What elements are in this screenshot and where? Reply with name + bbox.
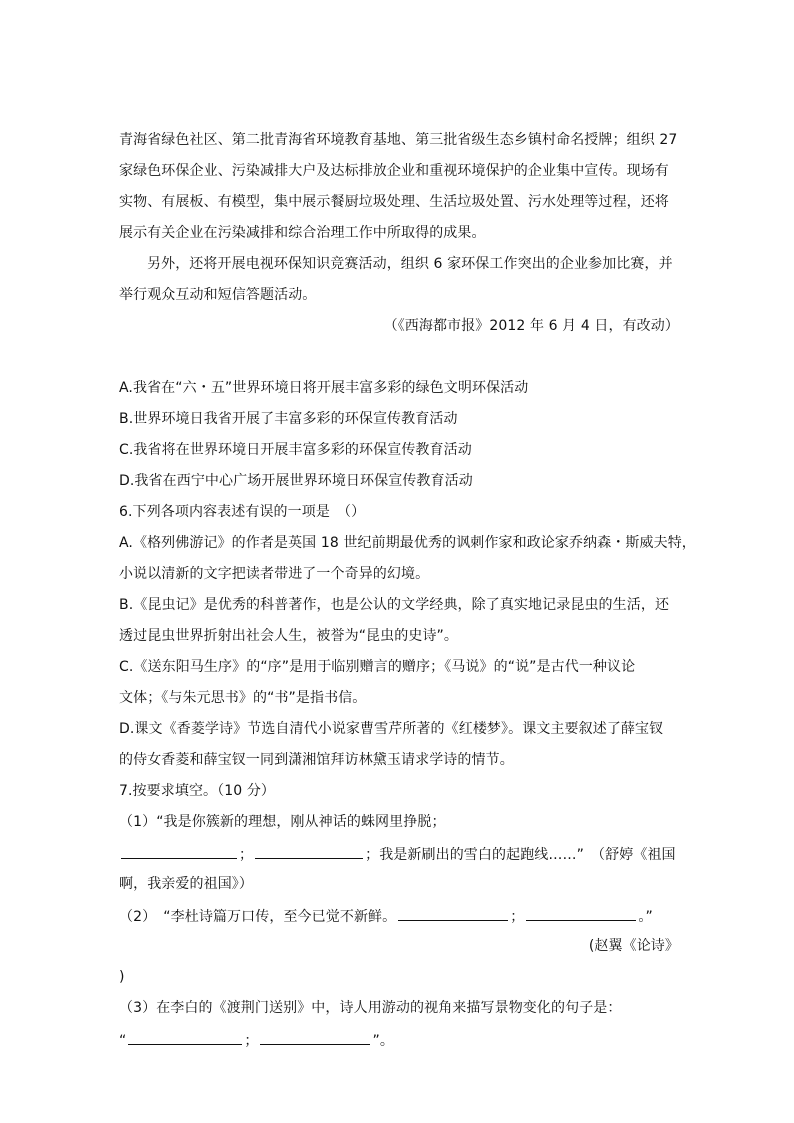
q5-option-a: A.我省在“六・五”世界环境日将开展丰富多彩的绿色文明环保活动 (119, 380, 529, 396)
q6-option-b-line-1: B.《昆虫记》是优秀的科普著作，也是公认的文学经典，除了真实地记录昆虫的生活，还 (119, 597, 670, 613)
q7-part-3-line-2 (119, 1029, 679, 1051)
q7-stem: 7.按要求填空。（10 分） (119, 783, 276, 799)
q6-option-a-line-1: A.《格列佛游记》的作者是英国 18 世纪前期最优秀的讽刺作家和政论家乔纳森・斯威夫特， (119, 535, 696, 551)
passage-line-4: 展示有关企业在污染减排和综合治理工作中所取得的成果。 (119, 225, 486, 241)
q5-option-c: C.我省将在世界环境日开展丰富多彩的环保宣传教育活动 (119, 442, 472, 458)
passage-line-6: 举行观众互动和短信答题活动。 (119, 287, 317, 303)
passage-line-2: 家绿色环保企业、污染减排大户及达标排放企业和重视环境保护的企业集中宣传。现场有 (119, 163, 669, 179)
q7-part-1-line-1: （1）“我是你簇新的理想，刚从神话的蛛网里挣脱； (119, 814, 446, 830)
answer-blank-4[interactable] (526, 905, 636, 921)
q7-part-2-tail: 。” (638, 909, 653, 925)
blank-separator: ； (510, 909, 525, 925)
q6-option-c-line-1: C.《送东阳马生序》的“序”是用于临别赠言的赠序；《马说》的“说”是古代一种议论 (119, 659, 636, 675)
q7-part-3-line-1: （3）在李白的《渡荆门送别》中，诗人用游动的视角来描写景物变化的句子是： (119, 1000, 622, 1016)
passage-line-3: 实物、有展板、有模型，集中展示餐厨垃圾处理、生活垃圾处置、污水处理等过程，还将 (119, 194, 669, 210)
q7-part-2-close: ) (119, 969, 125, 985)
q7-part-1-tail: ；我是新刷出的雪白的起跑线……” （舒婷《祖国 (365, 847, 676, 863)
q6-option-d-line-1: D.课文《香菱学诗》节选自清代小说家曹雪芹所著的《红楼梦》。课文主要叙述了薛宝钗 (119, 721, 664, 737)
q7-part-2-head: （2） “李杜诗篇万口传，至今已觉不新鲜。 (119, 909, 397, 925)
passage-line-5: 另外，还将开展电视环保知识竞赛活动，组织 6 家环保工作突出的企业参加比赛，并 (147, 256, 673, 272)
q5-option-d: D.我省在西宁中心广场开展世界环境日环保宣传教育活动 (119, 473, 473, 489)
q7-part-2-line-1 (119, 905, 679, 927)
q6-option-c-line-2: 文体；《与朱元思书》的“书”是指书信。 (119, 690, 367, 706)
passage-source: （《西海都市报》2012 年 6 月 4 日，有改动） (383, 318, 679, 334)
q6-option-b-line-2: 透过昆虫世界折射出社会人生，被誉为“昆虫的史诗”。 (119, 628, 459, 644)
quote-close: ”。 (372, 1033, 394, 1049)
q6-option-a-line-2: 小说以清新的文字把读者带进了一个奇异的幻境。 (119, 566, 430, 582)
q5-option-b: B.世界环境日我省开展了丰富多彩的环保宣传教育活动 (119, 411, 458, 427)
blank-separator: ； (239, 847, 254, 863)
answer-blank-5[interactable] (128, 1029, 242, 1045)
q6-stem: 6.下列各项内容表述有误的一项是 （） (119, 504, 366, 520)
answer-blank-3[interactable] (398, 905, 508, 921)
q7-part-1-line-2 (119, 843, 679, 865)
answer-blank-2[interactable] (255, 843, 363, 859)
q7-part-2-source: (赵翼《论诗》 (588, 938, 679, 954)
q6-option-d-line-2: 的侍女香菱和薛宝钗一同到潇湘馆拜访林黛玉请求学诗的情节。 (119, 752, 514, 768)
answer-blank-6[interactable] (260, 1029, 370, 1045)
quote-open: “ (119, 1033, 127, 1049)
blank-separator: ； (244, 1033, 259, 1049)
q7-part-1-line-3: 啊，我亲爱的祖国》） (119, 876, 253, 892)
answer-blank-1[interactable] (121, 843, 237, 859)
passage-line-1: 青海省绿色社区、第二批青海省环境教育基地、第三批省级生态乡镇村命名授牌；组织 27 (119, 132, 678, 148)
